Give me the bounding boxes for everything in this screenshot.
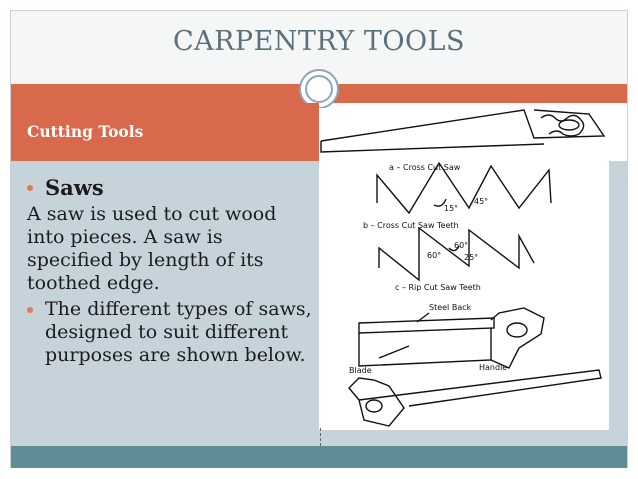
- label-steel-back: Steel Back: [429, 303, 472, 312]
- bullet-dot-icon: [27, 185, 33, 191]
- saw-illustration: [319, 108, 609, 430]
- bullet-saw-types: [27, 298, 312, 367]
- cross-cut-saw-blade: [321, 141, 544, 152]
- back-saw-handle: [491, 308, 544, 368]
- rip-cut-teeth: [379, 228, 534, 280]
- cross-cut-saw-handle: [541, 115, 584, 136]
- figure-labels: [349, 163, 507, 375]
- angle-label: 15°: [444, 204, 459, 213]
- bullet-saws: [27, 175, 312, 201]
- label-cross-cut-teeth: b – Cross Cut Saw Teeth: [363, 221, 459, 230]
- saw-drawing: [319, 108, 609, 430]
- footer-band: [11, 446, 627, 468]
- bullet-saws-text: Saws: [45, 175, 104, 200]
- section-header-label: Cutting Tools: [27, 122, 144, 141]
- bullet-dot-icon: [27, 307, 33, 313]
- angle-label: 60°: [454, 241, 469, 250]
- angle-label: 45°: [474, 197, 489, 206]
- section-header: [11, 103, 319, 161]
- cross-cut-saw-outline: [321, 110, 604, 141]
- decorative-inner-circle-icon: [305, 75, 333, 103]
- divider-line: [320, 428, 322, 446]
- back-saw-blade: [359, 328, 491, 366]
- rip-saw-handle: [349, 378, 404, 426]
- slide-content: [27, 175, 312, 367]
- steel-back: [359, 318, 494, 333]
- label-cross-cut-saw: a – Cross Cut Saw: [389, 163, 461, 172]
- rip-saw-blade: [359, 370, 601, 406]
- label-handle: Handle: [479, 363, 508, 372]
- label-blade: Blade: [349, 366, 372, 375]
- bullet-saw-types-text: The different types of saws, designed to suit different purposes are shown below.: [45, 298, 312, 366]
- angle-label: 25°: [464, 253, 479, 262]
- angle-label: 60°: [427, 251, 442, 260]
- saw-description: A saw is used to cut wood into pieces. A saw is specified by length of its toothed edge.: [27, 203, 277, 294]
- slide-title: CARPENTRY TOOLS: [172, 26, 466, 57]
- label-rip-cut-teeth: c – Rip Cut Saw Teeth: [395, 283, 481, 292]
